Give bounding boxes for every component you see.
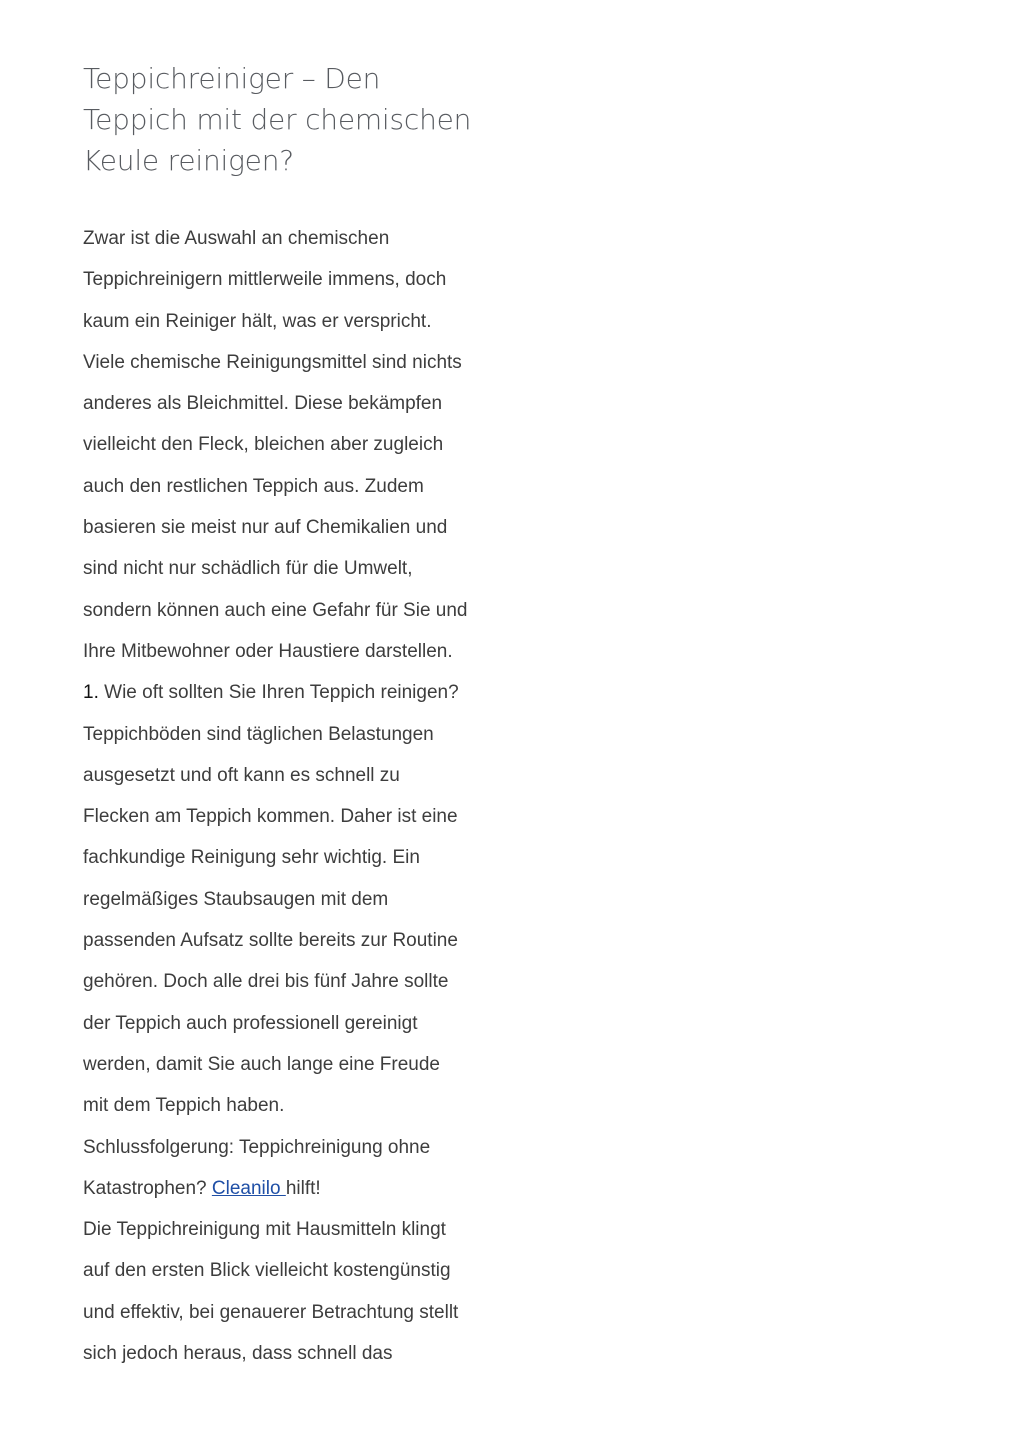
text-line: Teppichböden sind täglichen Belastungen — [83, 723, 434, 745]
text-line: der Teppich auch professionell gereinigt — [83, 1012, 418, 1034]
cleanilo-link[interactable]: Cleanilo — [211, 1177, 286, 1199]
intro-paragraph — [83, 218, 483, 672]
conclusion-suffix: hilft! — [285, 1177, 321, 1199]
text-line: gehören. Doch alle drei bis fünf Jahre sollte — [83, 971, 449, 993]
text-line: Ihre Mitbewohner oder Haustiere darstellen. — [83, 640, 453, 662]
conclusion-heading — [83, 1127, 483, 1210]
text-line: Viele chemische Reinigungsmittel sind nichts — [83, 351, 462, 373]
section-paragraph — [83, 714, 483, 1127]
text-line: basieren sie meist nur auf Chemikalien und — [83, 517, 448, 539]
text-line: sich jedoch heraus, dass schnell das — [83, 1343, 393, 1365]
list-number: 1. — [83, 682, 99, 704]
text-line — [83, 1168, 483, 1209]
text-line: auf den ersten Blick vielleicht kostengünstig — [83, 1260, 451, 1282]
text-line: Schlussfolgerung: Teppichreinigung ohne — [83, 1136, 431, 1158]
text-line: fachkundige Reinigung sehr wichtig. Ein — [83, 847, 420, 869]
final-paragraph — [83, 1209, 483, 1374]
text-line: Flecken am Teppich kommen. Daher ist eine — [83, 806, 458, 828]
text-line: Die Teppichreinigung mit Hausmitteln klingt — [83, 1219, 446, 1241]
text-line: sondern können auch eine Gefahr für Sie und — [83, 599, 468, 621]
article — [83, 58, 483, 1374]
article-title — [83, 58, 483, 181]
conclusion-prefix: Katastrophen? — [83, 1177, 212, 1199]
text-line: sind nicht nur schädlich für die Umwelt, — [83, 558, 413, 580]
text-line: ausgesetzt und oft kann es schnell zu — [83, 764, 400, 786]
list-item-heading — [83, 672, 483, 713]
text-line: kaum ein Reiniger hält, was er verspricht. — [83, 310, 432, 332]
text-line: auch den restlichen Teppich aus. Zudem — [83, 475, 424, 497]
text-line: und effektiv, bei genauerer Betrachtung stellt — [83, 1301, 459, 1323]
text-line: regelmäßiges Staubsaugen mit dem — [83, 888, 389, 910]
text-line: mit dem Teppich haben. — [83, 1095, 285, 1117]
title-line: Teppich mit der chemischen — [83, 103, 472, 136]
text-line: werden, damit Sie auch lange eine Freude — [83, 1053, 441, 1075]
list-heading-text: Wie oft sollten Sie Ihren Teppich reinigen? — [104, 682, 459, 704]
title-line: Keule reinigen? — [83, 144, 294, 177]
article-body — [83, 218, 483, 1374]
text-line: vielleicht den Fleck, bleichen aber zugleich — [83, 434, 444, 456]
title-line: Teppichreiniger – Den — [83, 62, 381, 95]
text-line: anderes als Bleichmittel. Diese bekämpfen — [83, 393, 443, 415]
text-line: Zwar ist die Auswahl an chemischen — [83, 228, 390, 249]
text-line: passenden Aufsatz sollte bereits zur Routine — [83, 930, 458, 952]
text-line: Teppichreinigern mittlerweile immens, doch — [83, 269, 447, 291]
